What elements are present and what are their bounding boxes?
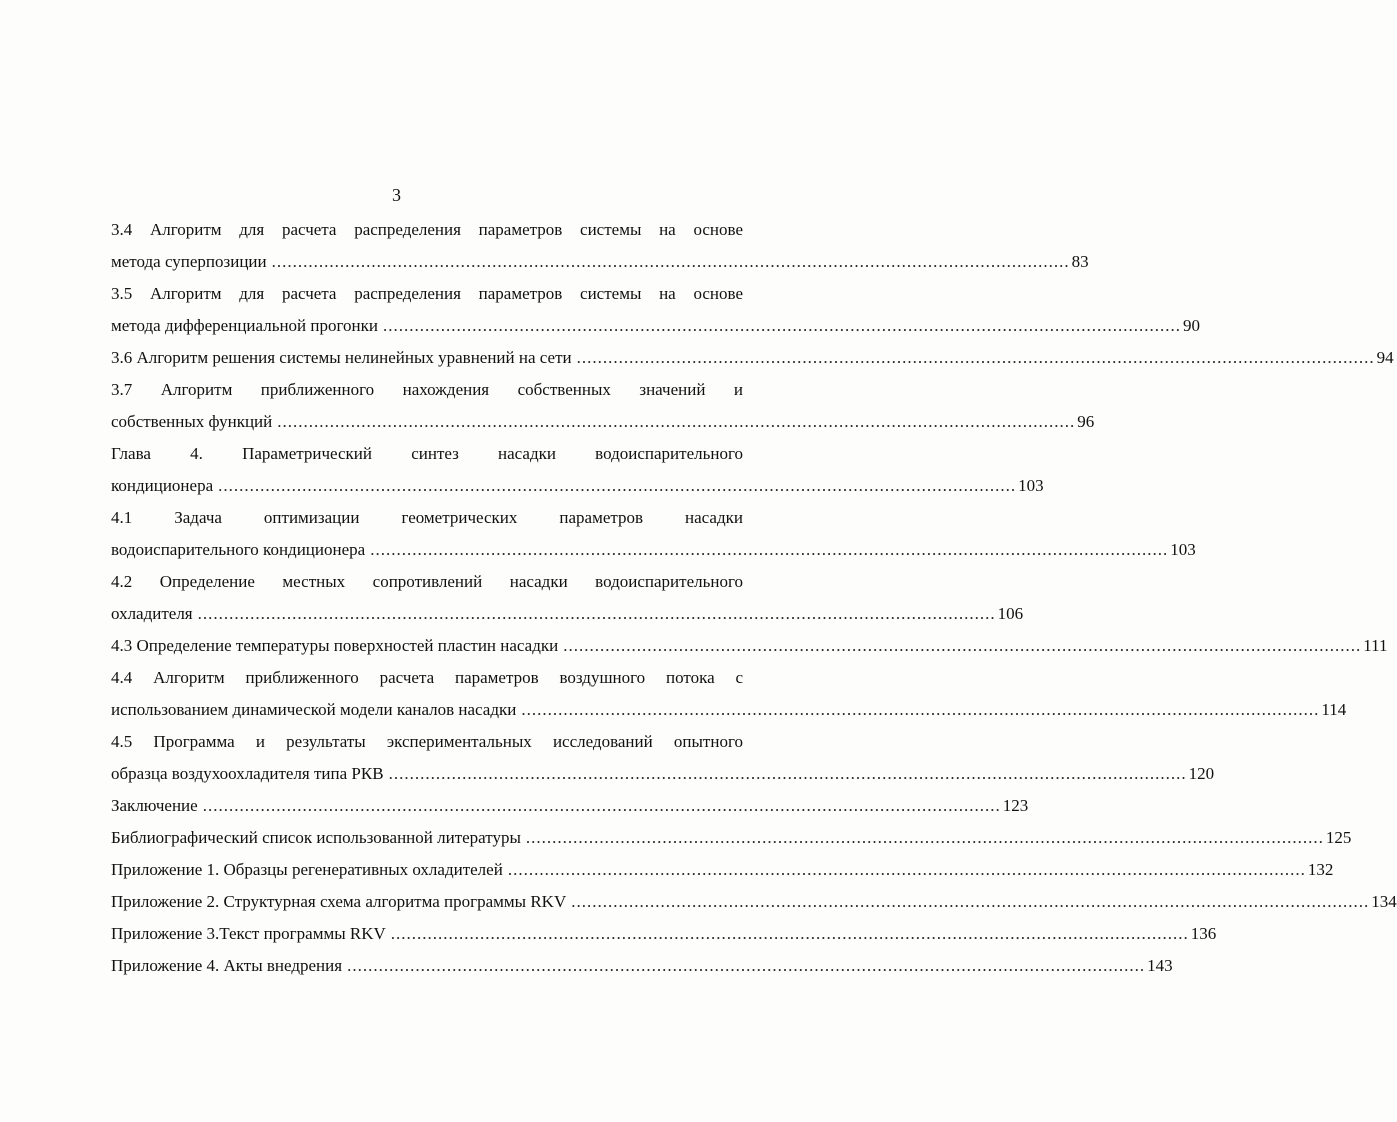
toc-page-number: 103 — [1018, 476, 1044, 495]
toc-page-number: 96 — [1077, 412, 1095, 431]
toc-entry-title-cont: использованием динамической модели каналов насадки — [111, 700, 517, 719]
table-of-contents — [111, 214, 1397, 982]
toc-entry-3-5 — [111, 278, 1201, 342]
toc-entry-appendix-3 — [111, 918, 1217, 950]
dot-leader: ........................................................................................................................................................ — [521, 700, 1320, 719]
toc-entry-title-cont: образца воздухоохладителя типа РКВ — [111, 764, 384, 783]
toc-entry-title: 4.2 Определение местных сопротивлений насадки водоиспарительного — [111, 572, 743, 591]
dot-leader: ........................................................................................................................................................ — [347, 956, 1146, 975]
dot-leader: ........................................................................................................................................................ — [370, 540, 1169, 559]
toc-entry-appendix-4 — [111, 950, 1173, 982]
toc-entry-title-cont: собственных функций — [111, 412, 273, 431]
toc-entry-title-cont: охладителя — [111, 604, 193, 623]
dot-leader: ........................................................................................................................................................ — [576, 348, 1375, 367]
dot-leader: ........................................................................................................................................................ — [563, 636, 1362, 655]
toc-entry-4-1 — [111, 502, 1196, 566]
dot-leader: ........................................................................................................................................................ — [218, 476, 1017, 495]
toc-entry-title-cont: кондиционера — [111, 476, 214, 495]
toc-page-number: 123 — [1002, 796, 1029, 815]
toc-entry-3-6 — [111, 342, 1394, 374]
toc-entry-title-cont: водоиспарительного кондиционера — [111, 540, 366, 559]
toc-entry-appendix-2 — [111, 886, 1397, 918]
dot-leader: ........................................................................................................................................................ — [388, 764, 1187, 783]
dot-leader: ........................................................................................................................................................ — [525, 828, 1324, 847]
toc-entry-title-cont: метода дифференциальной прогонки — [111, 316, 379, 335]
toc-entry-title: 4.1 Задача оптимизации геометрических параметров насадки — [111, 508, 743, 527]
dot-leader: ........................................................................................................................................................ — [390, 924, 1189, 943]
dot-leader: ........................................................................................................................................................ — [202, 796, 1001, 815]
toc-entry-title: 3.4 Алгоритм для расчета распределения параметров системы на основе — [111, 220, 743, 239]
toc-entry-3-4 — [111, 214, 1089, 278]
toc-entry-title: Глава 4. Параметрический синтез насадки водоиспарительного — [111, 444, 743, 463]
dot-leader: ........................................................................................................................................................ — [383, 316, 1182, 335]
toc-entry-title: 3.7 Алгоритм приближенного нахождения собственных значений и — [111, 380, 743, 399]
toc-page-number: 136 — [1190, 924, 1217, 943]
toc-entry-4-5 — [111, 726, 1215, 790]
toc-entry-title: Приложение 1. Образцы регенеративных охладителей — [111, 860, 503, 879]
toc-page-number: 120 — [1188, 764, 1215, 783]
dot-leader: ........................................................................................................................................................ — [197, 604, 996, 623]
dot-leader: ........................................................................................................................................................ — [277, 412, 1076, 431]
toc-entry-conclusion — [111, 790, 1029, 822]
toc-entry-title: Приложение 2. Структурная схема алгоритма программы RKV — [111, 892, 567, 911]
toc-entry-title: 3.6 Алгоритм решения системы нелинейных уравнений на сети — [111, 348, 572, 367]
toc-entry-title: Приложение 3.Текст программы RKV — [111, 924, 386, 943]
toc-page-number: 134 — [1371, 892, 1397, 911]
toc-page-number: 106 — [997, 604, 1024, 623]
toc-entry-appendix-1 — [111, 854, 1334, 886]
toc-entry-title: Приложение 4. Акты внедрения — [111, 956, 343, 975]
toc-entry-title: 3.5 Алгоритм для расчета распределения параметров системы на основе — [111, 284, 743, 303]
toc-entry-3-7 — [111, 374, 1095, 438]
toc-entry-4-2 — [111, 566, 1024, 630]
toc-page-number: 90 — [1183, 316, 1201, 335]
toc-page-number: 125 — [1325, 828, 1352, 847]
dot-leader: ........................................................................................................................................................ — [571, 892, 1370, 911]
toc-entry-bibliography — [111, 822, 1352, 854]
toc-page-number: 111 — [1363, 636, 1388, 655]
toc-entry-title: 4.4 Алгоритм приближенного расчета параметров воздушного потока с — [111, 668, 743, 687]
toc-page-number: 114 — [1321, 700, 1347, 719]
toc-entry-title-cont: метода суперпозиции — [111, 252, 267, 271]
dot-leader: ........................................................................................................................................................ — [507, 860, 1306, 879]
toc-page-number: 83 — [1071, 252, 1089, 271]
toc-entry-title: Заключение — [111, 796, 198, 815]
toc-page-number: 143 — [1147, 956, 1173, 975]
toc-page-number: 132 — [1307, 860, 1334, 879]
toc-entry-title: 4.3 Определение температуры поверхностей пластин насадки — [111, 636, 559, 655]
toc-page-number: 103 — [1170, 540, 1196, 559]
toc-entry-4-4 — [111, 662, 1347, 726]
toc-page-number: 94 — [1376, 348, 1394, 367]
dot-leader: ........................................................................................................................................................ — [271, 252, 1070, 271]
page-number: 3 — [392, 185, 401, 205]
toc-entry-title: 4.5 Программа и результаты экспериментальных исследований опытного — [111, 732, 743, 751]
toc-entry-title: Библиографический список использованной литературы — [111, 828, 521, 847]
toc-entry-4-3 — [111, 630, 1388, 662]
toc-entry-chapter-4 — [111, 438, 1044, 502]
